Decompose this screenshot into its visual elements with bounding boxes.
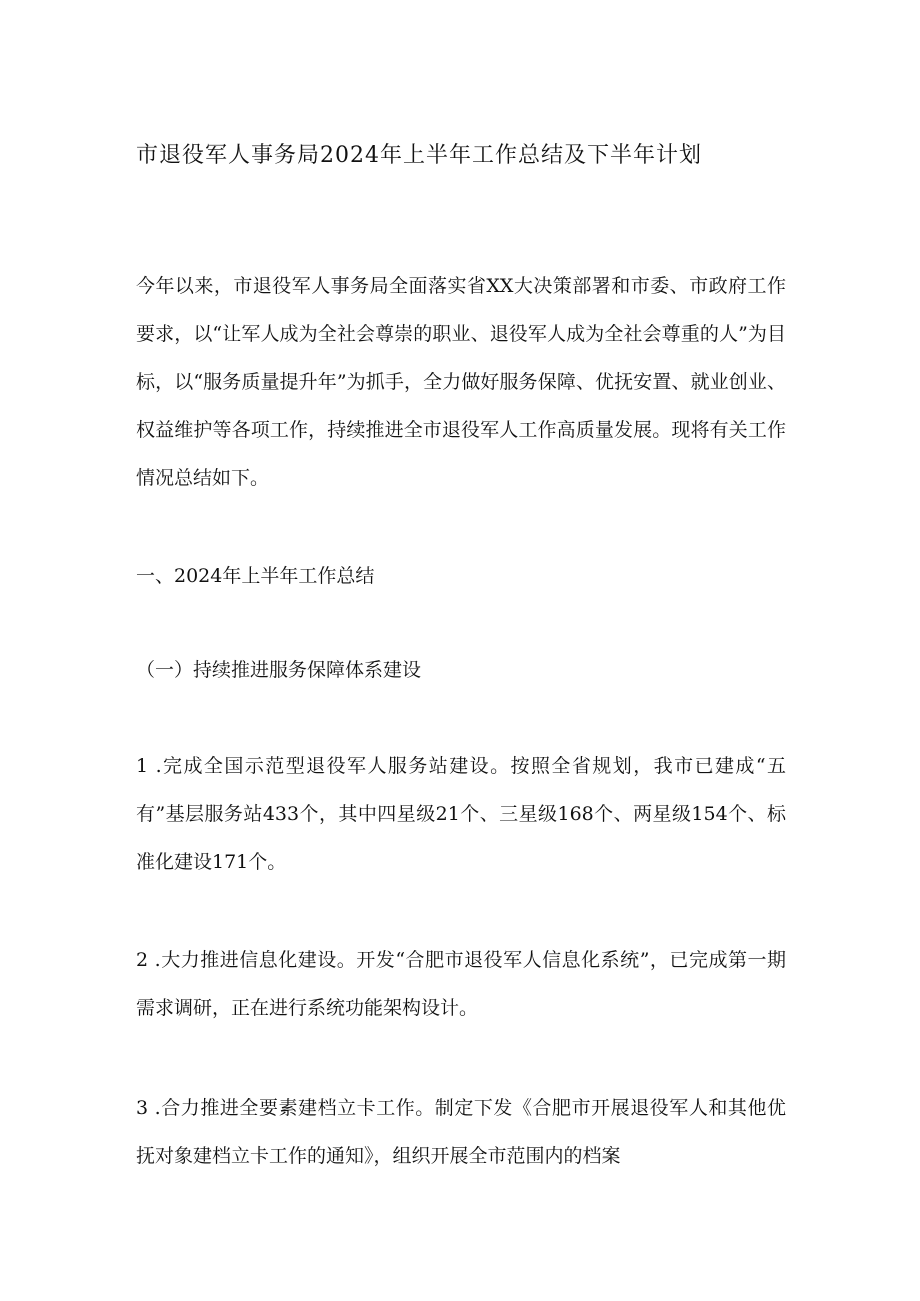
list-item: 3 .合力推进全要素建档立卡工作。制定下发《合肥市开展退役军人和其他优抚对象建档立卡工作的通知》，组织开展全市范围内的档案	[136, 1097, 786, 1167]
list-item: 1 .完成全国示范型退役军人服务站建设。按照全省规划，我市已建成“五有”基层服务站433个，其中四星级21个、三星级168个、两星级154个、标准化建设171个。	[136, 755, 786, 873]
section-heading: 一、2024年上半年工作总结	[136, 565, 375, 587]
document-title: 市退役军人事务局2024年上半年工作总结及下半年计划	[136, 143, 702, 168]
intro-paragraph: 今年以来，市退役军人事务局全面落实省XX大决策部署和市委、市政府工作要求，以“让军人成为全社会尊崇的职业、退役军人成为全社会尊重的人”为目标，以“服务质量提升年”为抓手，全力做好服务保障、优抚安置、就业创业、权益维护等各项工作，持续推进全市退役军人工作高质量发展。现将有关工作情况总结如下。	[136, 275, 786, 489]
list-item: 2 .大力推进信息化建设。开发“合肥市退役军人信息化系统”，已完成第一期需求调研，正在进行系统功能架构设计。	[136, 949, 786, 1019]
subsection-heading: （一）持续推进服务保障体系建设	[136, 659, 422, 681]
